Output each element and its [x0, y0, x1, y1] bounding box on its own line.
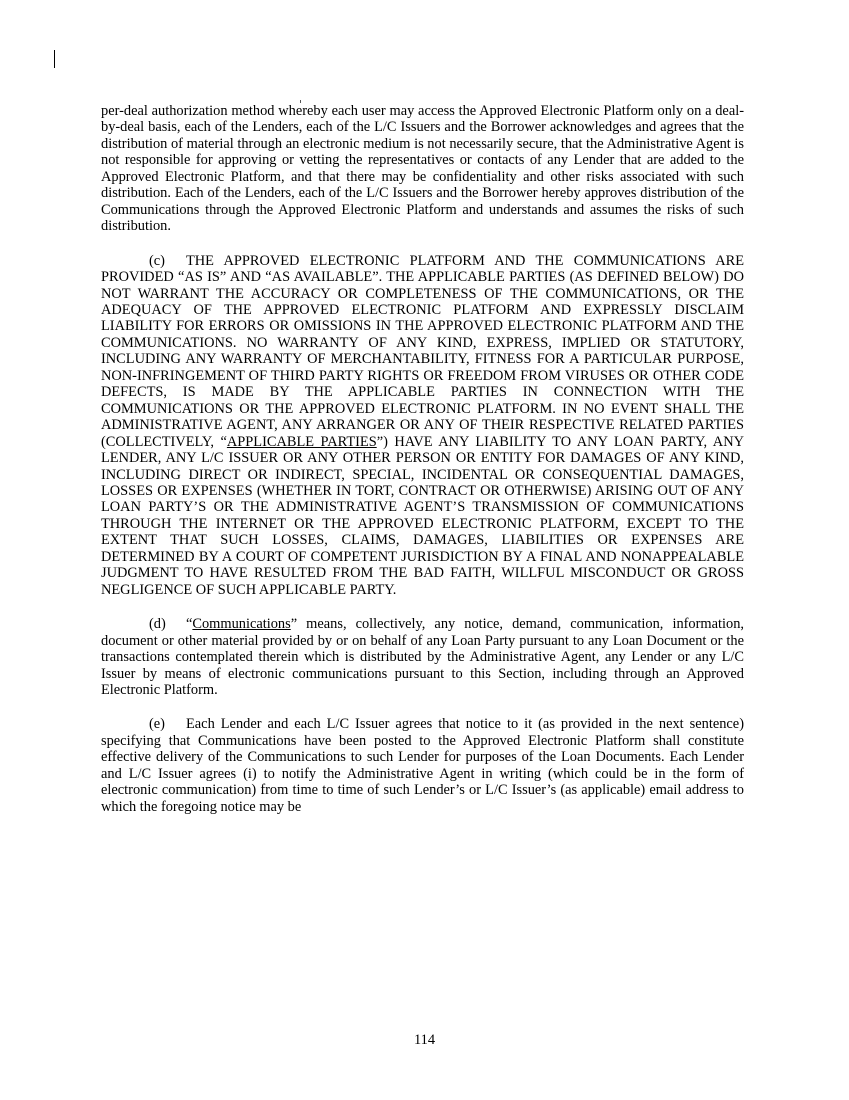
paragraph-e-text: Each Lender and each L/C Issuer agrees that notice to it (as provided in the next sentence) specifying that Communications have been posted to the Approved Electronic Platform shall constitute effective delivery of the Communications to such Lender for purposes of the Loan Documents. Each Lender and L/C Issuer agrees (i) to notify the Administrative Agent in writing (which could be in the form of electronic communication) from time to time of such Lender’s or L/C Issuer’s (as applicable) email address to which the foregoing notice may be: [101, 716, 744, 815]
revision-bar: [54, 50, 55, 68]
paragraph-intro: per-deal authorization method whereby each user may access the Approved Electronic Platform only on a deal-by-deal basis, each of the Lenders, each of the L/C Issuers and the Borrower acknowledges and agrees that the distribution of material through an electronic medium is not necessarily secure, that the Administrative Agent is not responsible for approving or vetting the representatives or contacts of any Lender that are added to the Approved Electronic Platform, and that there may be confidentiality and other risks associated with such distribution. Each of the Lenders, each of the L/C Issuers and the Borrower hereby approves distribution of the Communications through the Approved Electronic Platform and understands and assumes the risks of such distribution.: [101, 103, 744, 235]
document-page: [101, 103, 744, 833]
paragraph-c-text-after: ”) HAVE ANY LIABILITY TO ANY LOAN PARTY, ANY LENDER, ANY L/C ISSUER OR ANY OTHER PERSON OR ENTITY FOR DAMAGES OF ANY KIND, INCLUDING DIRECT OR INDIRECT, SPECIAL, INCIDENTAL OR CONSEQUENTIAL DAMAGES, LOSSES OR EXPENSES (WHETHER IN TORT, CONTRACT OR OTHERWISE) ARISING OUT OF ANY LOAN PARTY’S OR THE ADMINISTRATIVE AGENT’S TRANSMISSION OF COMMUNICATIONS THROUGH THE INTERNET OR THE APPROVED ELECTRONIC PLATFORM, EXCEPT TO THE EXTENT THAT SUCH LOSSES, CLAIMS, DAMAGES, LIABILITIES OR EXPENSES ARE DETERMINED BY A COURT OF COMPETENT JURISDICTION BY A FINAL AND NONAPPEALABLE JUDGMENT TO HAVE RESULTED FROM THE BAD FAITH, WILLFUL MISCONDUCT OR GROSS NEGLIGENCE OF SUCH APPLICABLE PARTY.: [101, 433, 744, 598]
paragraph-c-text-before: THE APPROVED ELECTRONIC PLATFORM AND THE COMMUNICATIONS ARE PROVIDED “AS IS” AND “AS AVAILABLE”. THE APPLICABLE PARTIES (AS DEFINED BELOW) DO NOT WARRANT THE ACCURACY OR COMPLETENESS OF THE COMMUNICATIONS, OR THE ADEQUACY OF THE APPROVED ELECTRONIC PLATFORM AND EXPRESSLY DISCLAIM LIABILITY FOR ERRORS OR OMISSIONS IN THE APPROVED ELECTRONIC PLATFORM AND THE COMMUNICATIONS. NO WARRANTY OF ANY KIND, EXPRESS, IMPLIED OR STATUTORY, INCLUDING ANY WARRANTY OF MERCHANTABILITY, FITNESS FOR A PARTICULAR PURPOSE, NON-INFRINGEMENT OF THIRD PARTY RIGHTS OR FREEDOM FROM VIRUSES OR OTHER CODE DEFECTS, IS MADE BY THE APPLICABLE PARTIES IN CONNECTION WITH THE COMMUNICATIONS OR THE APPROVED ELECTRONIC PLATFORM. IN NO EVENT SHALL THE ADMINISTRATIVE AGENT, ANY ARRANGER OR ANY OF THEIR RESPECTIVE RELATED PARTIES (COLLECTIVELY, “: [101, 252, 744, 450]
defined-term-applicable-parties: APPLICABLE PARTIES: [226, 433, 377, 450]
paragraph-c-label: (c): [149, 252, 165, 269]
paragraph-c: [101, 253, 744, 599]
paragraph-d: [101, 616, 744, 698]
paragraph-d-open-quote: “: [186, 616, 193, 633]
defined-term-communications: Communications: [192, 616, 291, 633]
paragraph-d-label: (d): [149, 616, 166, 633]
paragraph-e-label: (e): [149, 716, 165, 733]
paragraph-e: [101, 716, 744, 815]
paragraph-d-text-after: ” means, collectively, any notice, demand, communication, information, document or other material provided by or on behalf of any Loan Party pursuant to any Loan Document or the transactions contemplated therein which is distributed by the Administrative Agent, any Lender or any L/C Issuer by means of electronic communications pursuant to this Section, including through an Approved Electronic Platform.: [101, 616, 744, 698]
page-number: 114: [413, 1032, 436, 1048]
